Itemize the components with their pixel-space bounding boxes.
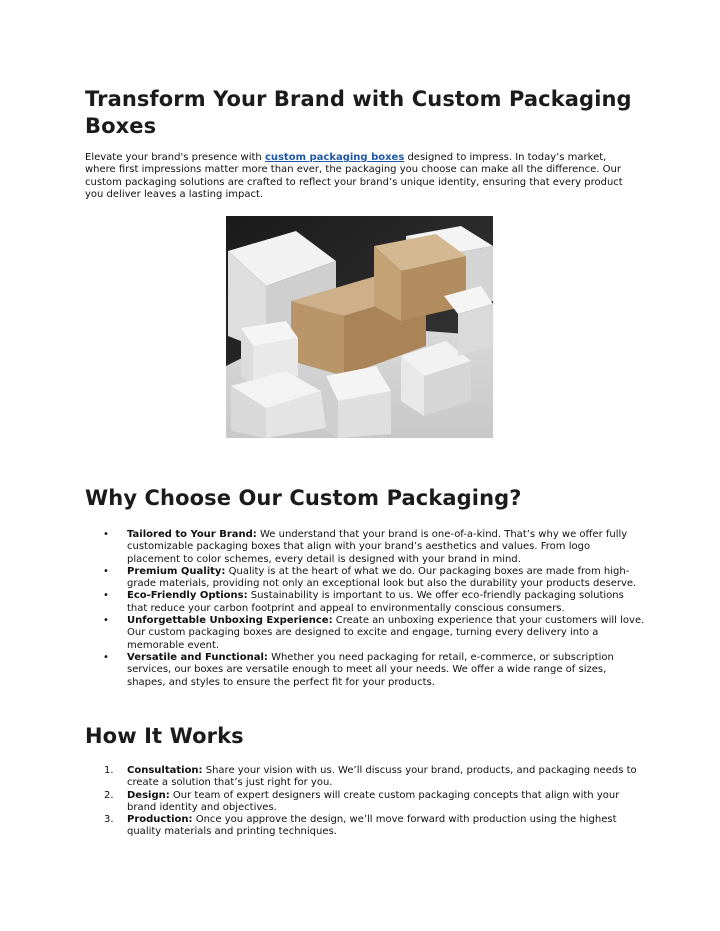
custom-packaging-boxes-link[interactable]: custom packaging boxes — [264, 152, 405, 163]
step-number: 1. — [104, 765, 114, 776]
steps-list — [85, 765, 645, 839]
why-heading: Why Choose Our Custom Packaging? — [85, 486, 522, 510]
intro-text-before: Elevate your brand's presence with — [85, 152, 265, 163]
item-label: Versatile and Functional: — [127, 651, 268, 663]
bullet-icon: • — [103, 529, 109, 540]
step-text: Our team of expert designers will create custom packaging concepts that align with your brand identity and objectives. — [127, 789, 620, 813]
item-label: Eco-Friendly Options: — [127, 590, 248, 602]
list-item — [85, 590, 645, 615]
page-title: Transform Your Brand with Custom Packaging Boxes — [85, 87, 632, 138]
item-text: We understand that your brand is one-of-a-kind. That’s why we offer fully customizable packaging boxes that align with your brand’s aesthetics and values. From logo placement to color schemes, every detail is designed with your brand in mind. — [127, 529, 628, 565]
item-label: Premium Quality: — [127, 565, 226, 577]
step-number: 3. — [104, 814, 114, 826]
list-item — [85, 615, 645, 652]
step-item — [85, 765, 645, 790]
item-text: Whether you need packaging for retail, e-commerce, or subscription services, our boxes are versatile enough to meet all your needs. We offer a wide range of sizes, shapes, and styles to ensure the perfect fit for your products. — [127, 651, 614, 688]
step-item — [85, 790, 645, 815]
item-label: Unforgettable Unboxing Experience: — [127, 615, 333, 627]
item-text: Quality is at the heart of what we do. Our packaging boxes are made from high-grade materials, providing not only an exceptional look but also the durability your products deserve. — [127, 565, 637, 590]
step-label: Consultation: — [127, 765, 203, 776]
intro-text-after: designed to impress. In today’s market, where first impressions matter more than ever, the packaging you choose can make all the difference. Our custom packaging solutions are crafted to reflect your brand’s unique identity, ensuring that every product you deliver leaves a lasting impact. — [85, 152, 623, 200]
bullet-icon: • — [103, 615, 109, 627]
step-text: Once you approve the design, we’ll move forward with production using the highest quality materials and printing techniques. — [127, 814, 617, 838]
step-item — [85, 814, 645, 839]
step-text: Share your vision with us. We’ll discuss your brand, products, and packaging needs to create a solution that’s just right for you. — [127, 765, 637, 789]
list-item — [85, 652, 645, 689]
bullet-icon: • — [103, 590, 109, 602]
bullet-icon: • — [103, 651, 109, 663]
step-label: Production: — [127, 814, 193, 826]
item-label: Tailored to Your Brand: — [127, 529, 257, 540]
list-item — [85, 566, 645, 591]
step-label: Design: — [127, 789, 170, 801]
benefits-list — [85, 529, 645, 689]
intro-paragraph — [85, 152, 640, 201]
how-heading: How It Works — [85, 724, 244, 748]
packaging-boxes-photo — [226, 216, 493, 438]
list-item — [85, 529, 645, 566]
step-number: 2. — [104, 789, 114, 801]
item-text: Sustainability is important to us. We offer eco-friendly packaging solutions that reduce your carbon footprint and appeal to environmentally conscious consumers. — [127, 590, 624, 614]
bullet-icon: • — [103, 565, 109, 577]
item-text: Create an unboxing experience that your customers will love. Our custom packaging boxes are designed to excite and engage, turning every delivery into a memorable event. — [127, 615, 645, 651]
